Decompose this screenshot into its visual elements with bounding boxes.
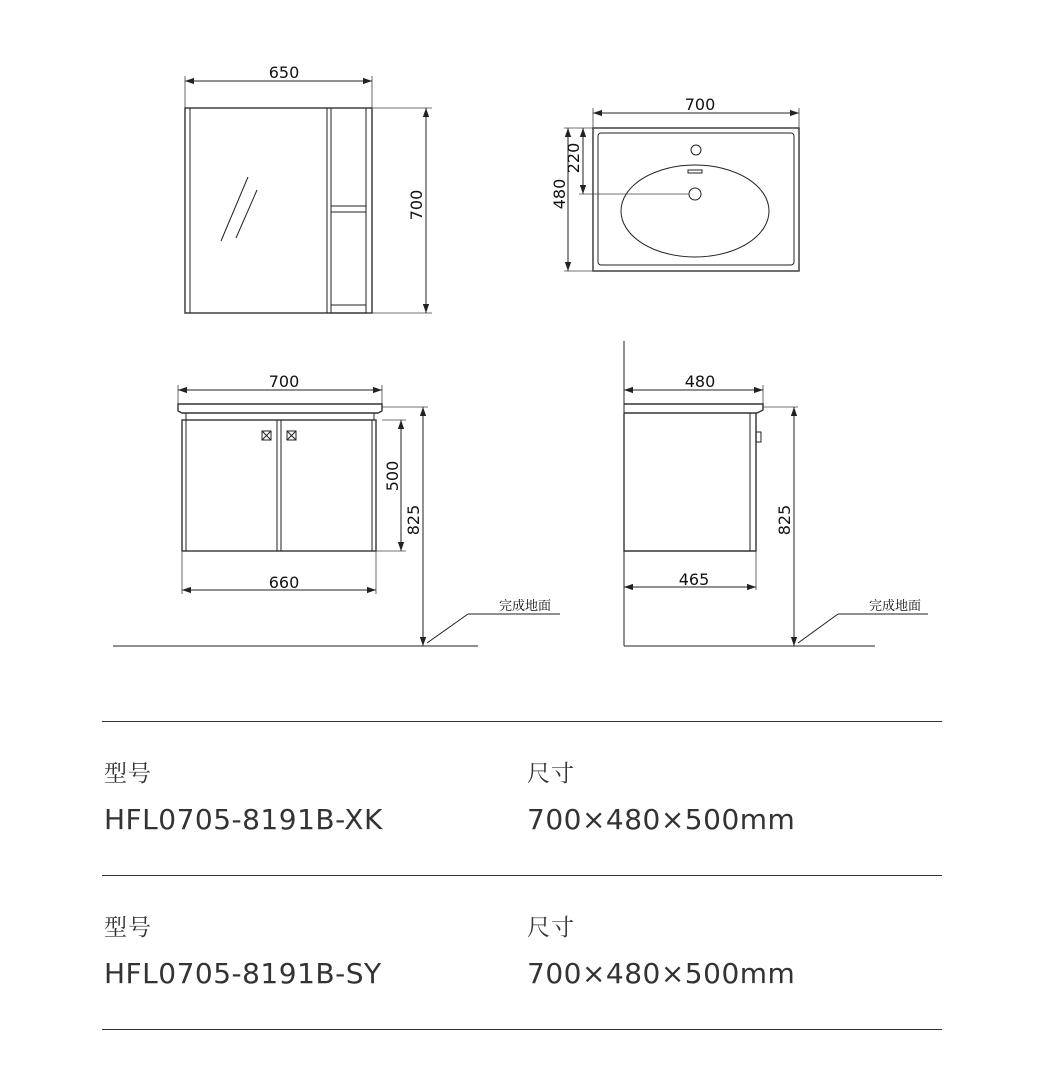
model-cell xyxy=(104,758,383,840)
side-handle-icon xyxy=(756,432,761,442)
spec-row xyxy=(102,722,942,875)
side-total-height-dimension: 825 xyxy=(775,504,794,536)
size-cell xyxy=(527,758,795,840)
door-handle-icon xyxy=(262,431,271,440)
model-cell xyxy=(104,912,382,994)
size-label: 尺寸 xyxy=(527,915,575,941)
size-cell xyxy=(527,912,795,994)
model-label: 型号 xyxy=(104,915,152,941)
basin-width-dimension: 700 xyxy=(684,95,716,114)
faucet-offset-dimension: 220 xyxy=(564,142,583,174)
mirror-cabinet-view xyxy=(185,63,432,313)
basin-depth-dimension: 480 xyxy=(550,178,569,210)
side-body-depth-dimension: 465 xyxy=(678,570,710,589)
mirror-height-dimension: 700 xyxy=(407,189,426,221)
spec-row xyxy=(102,876,942,1029)
front-top-width-dimension: 700 xyxy=(268,372,300,391)
side-floor-label: 完成地面 xyxy=(868,599,922,614)
faucet-hole xyxy=(691,145,701,155)
door-handle-icon xyxy=(287,431,296,440)
side-top-depth-dimension: 480 xyxy=(684,372,716,391)
size-value: 700×480×500mm xyxy=(527,957,796,990)
size-label: 尺寸 xyxy=(527,761,575,787)
spec-table xyxy=(102,721,942,1030)
front-total-height-dimension: 825 xyxy=(404,504,423,536)
mirror-glare-line xyxy=(221,177,248,241)
model-value: HFL0705-8191B-XK xyxy=(104,803,383,836)
basin-top-view xyxy=(550,95,799,271)
cabinet-front-view xyxy=(113,372,560,646)
divider xyxy=(102,1029,942,1030)
front-body-width-dimension: 660 xyxy=(268,573,300,592)
mirror-width-dimension: 650 xyxy=(268,63,300,82)
size-value: 700×480×500mm xyxy=(527,803,796,836)
front-floor-label: 完成地面 xyxy=(498,599,552,614)
drain-hole xyxy=(689,188,701,200)
model-value: HFL0705-8191B-SY xyxy=(104,957,382,990)
front-cabinet-height-dimension: 500 xyxy=(383,460,402,492)
model-label: 型号 xyxy=(104,761,152,787)
cabinet-side-view xyxy=(624,341,928,646)
